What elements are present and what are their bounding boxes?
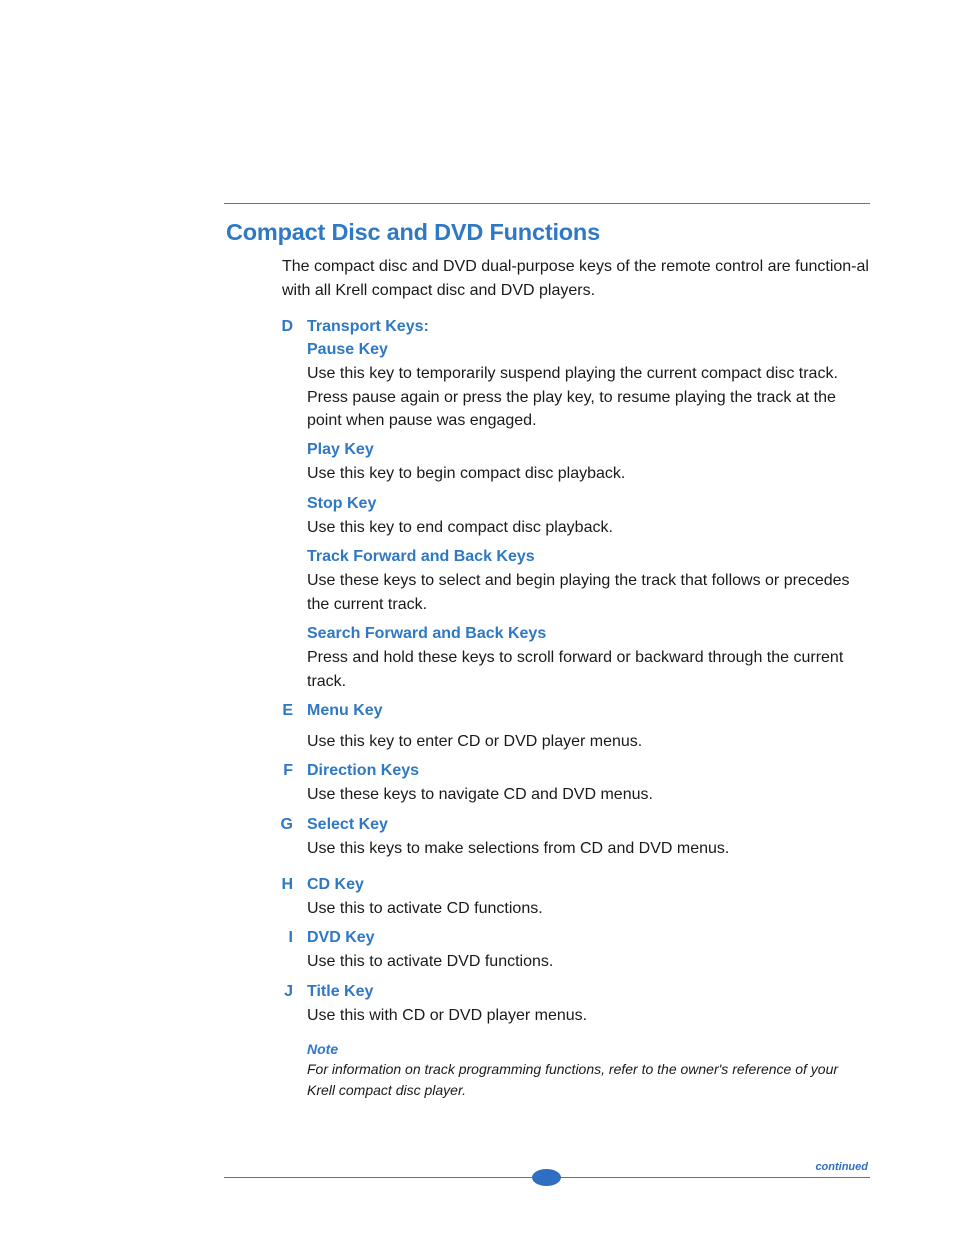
menu-key-heading: Menu Key	[307, 702, 383, 719]
pause-key-text: Use this key to temporarily suspend playing the current compact disc track. Press pause again or press the play key, to resume playing the track at the point when pause was engaged.	[307, 365, 838, 429]
select-key-text: Use this keys to make selections from CD and DVD menus.	[307, 840, 730, 857]
dvd-key-text: Use this to activate DVD functions.	[307, 953, 554, 970]
track-keys-heading: Track Forward and Back Keys	[307, 548, 535, 565]
item-letter-d: D	[281, 318, 293, 335]
stop-key-text: Use this key to end compact disc playback.	[307, 519, 613, 536]
intro-paragraph: The compact disc and DVD dual-purpose keys of the remote control are function-al with all Krell compact disc and DVD players.	[282, 258, 869, 299]
page-title: Compact Disc and DVD Functions	[226, 219, 600, 245]
continued-label: continued	[815, 1161, 868, 1173]
note-text: For information on track programming functions, refer to the owner's reference of your Krell compact disc player.	[307, 1061, 839, 1098]
direction-keys-text: Use these keys to navigate CD and DVD menus.	[307, 786, 653, 803]
item-letter-g: G	[280, 816, 293, 833]
cd-key-heading: CD Key	[307, 876, 364, 893]
item-letter-j: J	[284, 983, 293, 1000]
stop-key-heading: Stop Key	[307, 495, 377, 512]
dvd-key-heading: DVD Key	[307, 929, 375, 946]
search-keys-text: Press and hold these keys to scroll forward or backward through the current track.	[307, 649, 844, 690]
transport-keys-heading: Transport Keys:	[307, 318, 429, 335]
play-key-text: Use this key to begin compact disc playback.	[307, 465, 626, 482]
select-key-heading: Select Key	[307, 816, 388, 833]
item-letter-e: E	[282, 702, 293, 719]
play-key-heading: Play Key	[307, 441, 374, 458]
page-marker-dot	[532, 1169, 561, 1186]
title-key-heading: Title Key	[307, 983, 374, 1000]
direction-keys-heading: Direction Keys	[307, 762, 420, 779]
track-keys-text: Use these keys to select and begin playing the track that follows or precedes the current track.	[307, 572, 850, 613]
cd-key-text: Use this to activate CD functions.	[307, 900, 543, 917]
top-rule	[224, 203, 870, 204]
item-letter-h: H	[281, 876, 293, 893]
menu-key-text: Use this key to enter CD or DVD player menus.	[307, 733, 643, 750]
note-label: Note	[307, 1041, 339, 1057]
search-keys-heading: Search Forward and Back Keys	[307, 625, 547, 642]
pause-key-heading: Pause Key	[307, 341, 388, 358]
title-key-text: Use this with CD or DVD player menus.	[307, 1007, 588, 1024]
item-letter-f: F	[283, 762, 293, 779]
item-letter-i: I	[288, 929, 293, 946]
